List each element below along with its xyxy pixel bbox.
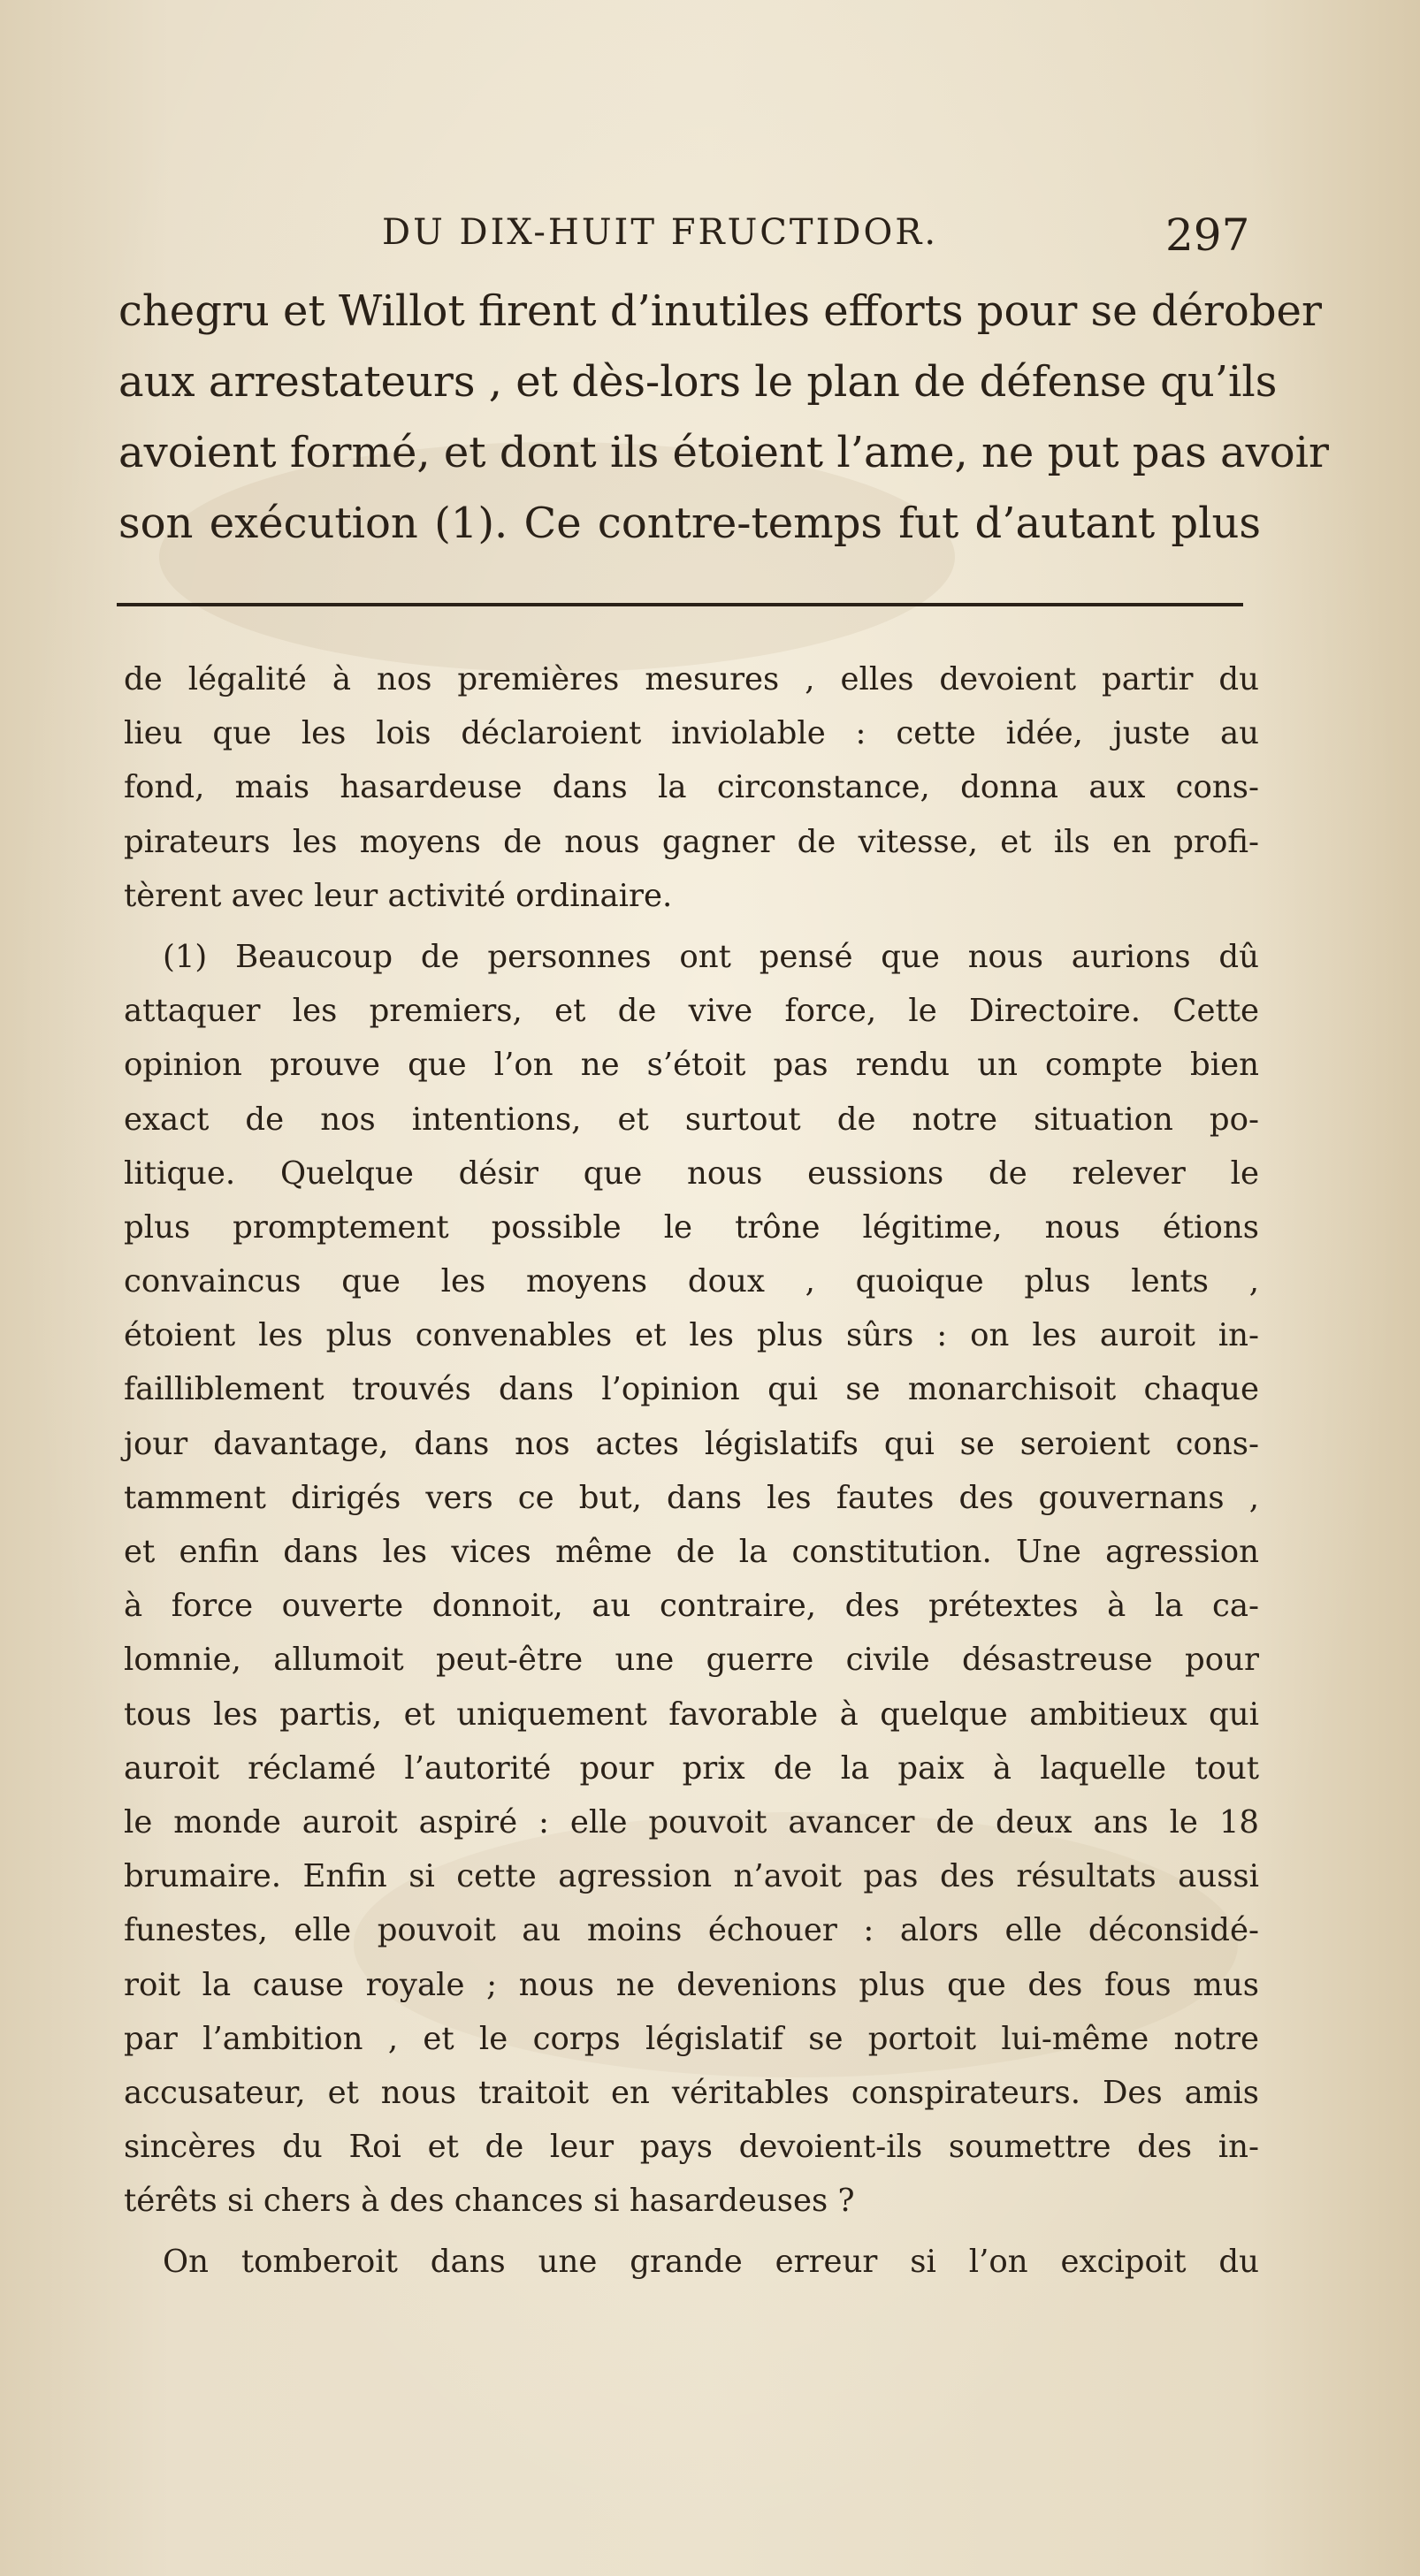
footnote-1-line: plus promptement possible le trône légitime, nous étions xyxy=(124,1208,1259,1246)
footnote-continued-line: fond, mais hasardeuse dans la circonstance, donna aux cons- xyxy=(124,769,1259,806)
footnote-1-line: funestes, elle pouvoit au moins échouer : alors elle déconsidé- xyxy=(124,1912,1259,1949)
page-number: 297 xyxy=(1165,210,1250,261)
footnote-1-line: auroit réclamé l’autorité pour prix de la paix à laquelle tout xyxy=(124,1749,1259,1787)
footnotes xyxy=(124,652,1259,2290)
footnote-1-line: jour davantage, dans nos actes législatifs qui se seroient cons- xyxy=(124,1425,1259,1462)
footnote-1-line: accusateur, et nous traitoit en véritables conspirateurs. Des amis xyxy=(124,2074,1259,2111)
footnote-1-line: lomnie, allumoit peut-être une guerre civile désastreuse pour xyxy=(124,1642,1259,1679)
main-text-line: avoient formé, et dont ils étoient l’ame, ne put pas avoir xyxy=(118,428,1329,477)
footnote-1-line: brumaire. Enfin si cette agression n’avoit pas des résultats aussi xyxy=(124,1858,1259,1895)
running-head-title: DU DIX-HUIT FRUCTIDOR. xyxy=(382,212,939,253)
footnote-continued-line: pirateurs les moyens de nous gagner de vitesse, et ils en profi- xyxy=(124,823,1259,860)
footnote-1-line: exact de nos intentions, et surtout de notre situation po- xyxy=(124,1101,1259,1138)
footnote-1-line: térêts si chers à des chances si hasardeuses ? xyxy=(124,2183,855,2220)
footnote-continued-line: lieu que les lois déclaroient inviolable : cette idée, juste au xyxy=(124,715,1259,752)
footnote-1-line: attaquer les premiers, et de vive force, le Directoire. Cette xyxy=(124,993,1259,1030)
footnote-1-line: convaincus que les moyens doux , quoique plus lents , xyxy=(124,1263,1259,1300)
footnote-continued-line: de légalité à nos premières mesures , elles devoient partir du xyxy=(124,661,1259,697)
footnote-1-line: opinion prouve que l’on ne s’étoit pas rendu un compte bien xyxy=(124,1047,1259,1084)
footnote-1-line: (1) Beaucoup de personnes ont pensé que nous aurions dû xyxy=(163,938,1259,975)
footnote-final-line: On tomberoit dans une grande erreur si l’on excipoit du xyxy=(163,2244,1259,2281)
main-text-line: aux arrestateurs , et dès-lors le plan de défense qu’ils xyxy=(118,357,1278,407)
main-text xyxy=(118,276,1329,559)
footnote-1-line: le monde auroit aspiré : elle pouvoit avancer de deux ans le 18 xyxy=(124,1803,1259,1841)
footnote-continued-line: tèrent avec leur activité ordinaire. xyxy=(124,877,673,914)
footnote-1-line: à force ouverte donnoit, au contraire, des prétextes à la ca- xyxy=(124,1588,1259,1625)
footnote-1-line: sincères du Roi et de leur pays devoient-ils soumettre des in- xyxy=(124,2129,1259,2166)
running-head xyxy=(0,202,1420,263)
footnote-1-line: roit la cause royale ; nous ne devenions plus que des fous mus xyxy=(124,1966,1259,2003)
footnote-rule xyxy=(117,603,1243,606)
footnote-1-line: étoient les plus convenables et les plus sûrs : on les auroit in- xyxy=(124,1317,1259,1354)
footnote-1-line: tamment dirigés vers ce but, dans les fautes des gouvernans , xyxy=(124,1479,1259,1516)
footnote-1-line: failliblement trouvés dans l’opinion qui se monarchisoit chaque xyxy=(124,1371,1259,1408)
main-text-line: chegru et Willot firent d’inutiles efforts pour se dérober xyxy=(118,286,1322,336)
footnote-1-line: et enfin dans les vices même de la constitution. Une agression xyxy=(124,1534,1259,1570)
main-text-line: son exécution (1). Ce contre-temps fut d’autant plus xyxy=(118,499,1261,548)
footnote-1-line: litique. Quelque désir que nous eussions de relever le xyxy=(124,1155,1259,1192)
footnote-1-line: par l’ambition , et le corps législatif se portoit lui-même notre xyxy=(124,2020,1259,2057)
footnote-1-line: tous les partis, et uniquement favorable à quelque ambitieux qui xyxy=(124,1696,1259,1733)
